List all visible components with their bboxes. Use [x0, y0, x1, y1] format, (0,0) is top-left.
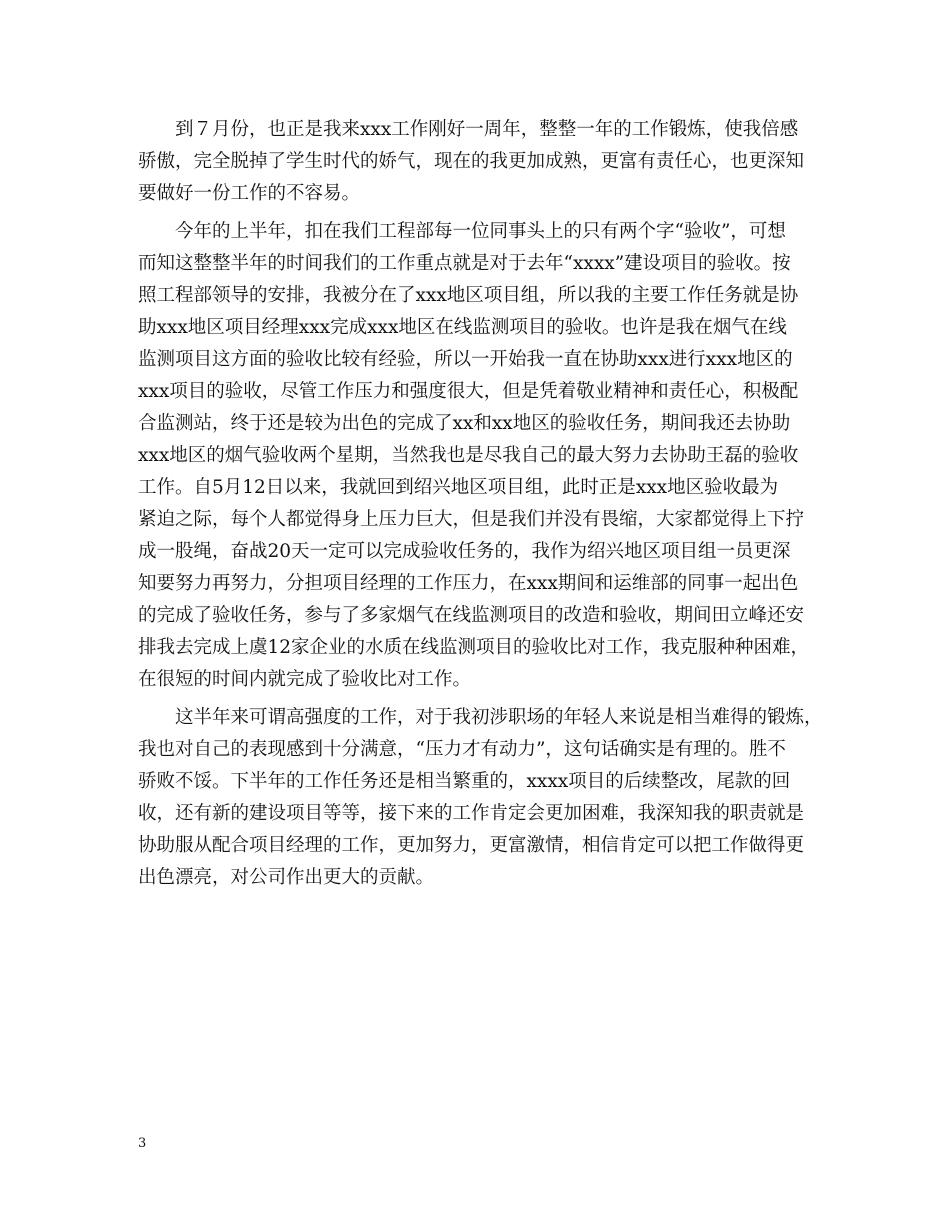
paragraph-2-line-13: 的完成了验收任务，参与了多家烟气在线监测项目的改造和验收，期间田立峰还安	[138, 605, 805, 626]
paragraph-2-line-15: 在很短的时间内就完成了验收比对工作。	[138, 669, 472, 690]
paragraph-2-line-10: 紧迫之际，每个人都觉得身上压力巨大，但是我们并没有畏缩，大家都觉得上下拧	[138, 509, 805, 530]
paragraph-2-line-5: 监测项目这方面的验收比较有经验，所以一开始我一直在协助xxx进行xxx地区的	[138, 349, 793, 370]
paragraph-2-line-11: 成一股绳，奋战20天一定可以完成验收任务的，我作为绍兴地区项目组一员更深	[138, 541, 791, 562]
paragraph-2-line-14: 排我去完成上虞12家企业的水质在线监测项目的验收比对工作，我克服种种困难，	[138, 637, 810, 658]
paragraph-3-line-2: 我也对自己的表现感到十分满意，“压力才有动力”，这句话确实是有理的。胜不	[138, 739, 786, 760]
paragraph-2-line-1: 今年的上半年，扣在我们工程部每一位同事头上的只有两个字“验收”，可想	[175, 221, 786, 242]
paragraph-1-line-2: 骄傲，完全脱掉了学生时代的娇气，现在的我更加成熟，更富有责任心，也更深知	[138, 151, 805, 172]
paragraph-3-line-5: 协助服从配合项目经理的工作，更加努力，更富激情，相信肯定可以把工作做得更	[138, 835, 805, 856]
paragraph-2-line-4: 助xxx地区项目经理xxx完成xxx地区在线监测项目的验收。也许是我在烟气在线	[138, 317, 787, 338]
page-number: 3	[138, 1136, 147, 1151]
body-text	[138, 114, 828, 894]
paragraph-2-line-2: 而知这整整半年的时间我们的工作重点就是对于去年“xxxx”建设项目的验收。按	[138, 253, 791, 274]
paragraph-2-line-12: 知要努力再努力，分担项目经理的工作压力，在xxx期间和运维部的同事一起出色	[138, 573, 799, 594]
paragraph-2-line-7: 合监测站，终于还是较为出色的完成了xx和xx地区的验收任务，期间我还去协助	[138, 413, 791, 434]
paragraph-2-line-9: 工作。自5月12日以来，我就回到绍兴地区项目组，此时正是xxx地区验收最为	[138, 477, 779, 498]
paragraph-2-line-8: xxx地区的烟气验收两个星期，当然我也是尽我自己的最大努力去协助王磊的验收	[138, 445, 799, 466]
paragraph-1-line-1: 到７月份，也正是我来xxx工作刚好一周年，整整一年的工作锻炼，使我倍感	[175, 119, 799, 140]
paragraph-2-line-6: xxx项目的验收，尽管工作压力和强度很大，但是凭着敬业精神和责任心，积极配	[138, 381, 799, 402]
paragraph-3-line-4: 收，还有新的建设项目等等，接下来的工作肯定会更加困难，我深知我的职责就是	[138, 803, 805, 824]
paragraph-3-line-3: 骄败不馁。下半年的工作任务还是相当繁重的，xxxx项目的后续整改，尾款的回	[138, 771, 791, 792]
paragraph-3-line-6: 出色漂亮，对公司作出更大的贡献。	[138, 867, 435, 888]
paragraph-2-line-3: 照工程部领导的安排，我被分在了xxx地区项目组，所以我的主要工作任务就是协	[138, 285, 799, 306]
paragraph-1-line-3: 要做好一份工作的不容易。	[138, 183, 361, 204]
paragraph-3-line-1: 这半年来可谓高强度的工作，对于我初涉职场的年轻人来说是相当难得的锻炼，	[175, 707, 823, 728]
